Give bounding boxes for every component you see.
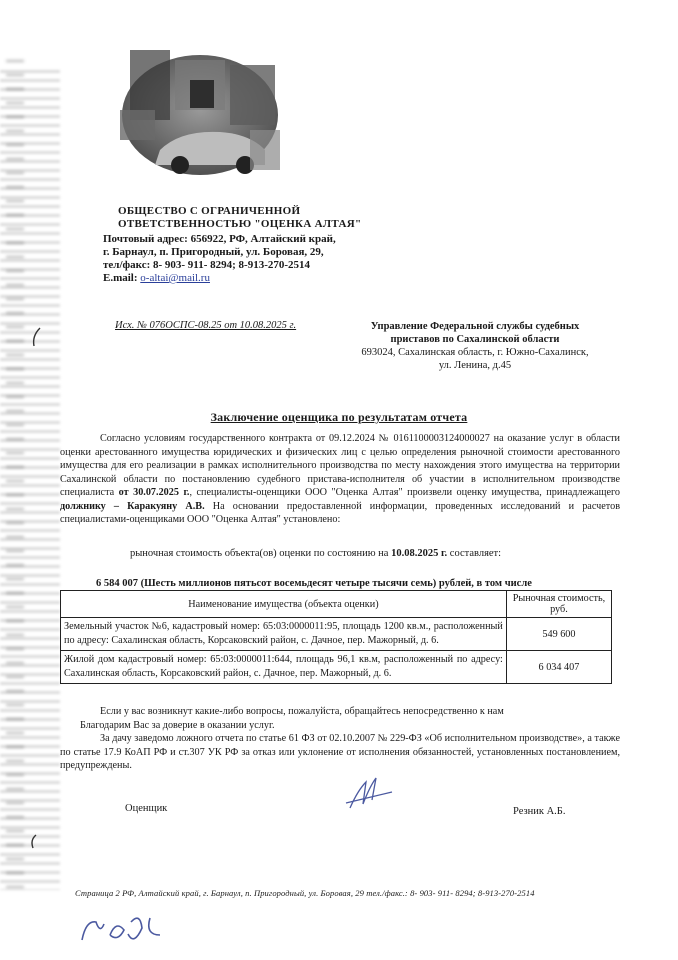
company-logo-image: [100, 40, 300, 200]
phone-fax: тел/факс: 8- 903- 911- 8294; 8-913-270-2514: [103, 259, 311, 271]
valuation-date: 10.08.2025 г.: [391, 548, 448, 559]
property-description: Жилой дом кадастровый номер: 65:03:0000011:644, площадь 96,1 кв.м, расположенный по адресу: Сахалинская область, Корсаковский район, с. Дачное, пер. Мажорный, д. 6.: [61, 651, 507, 684]
handwritten-note: [82, 918, 160, 940]
closing-text: [60, 705, 620, 773]
property-table: [60, 590, 612, 684]
addressee-line2: приставов по Сахалинской области: [390, 334, 560, 345]
company-name-line1: ОБЩЕСТВО С ОГРАНИЧЕННОЙ: [118, 205, 301, 217]
thanks-line: Благодарим Вас за доверие в оказании услуг.: [80, 719, 275, 731]
market-value-line: [130, 548, 501, 559]
body-text-c: На основании предоставленной информации, проведенных исследований и расчетов специалистами-оценщиками ООО "Оценка Алтая" установлено:: [60, 500, 621, 525]
postal-address-line2: г. Барнаул, п. Пригородный, ул. Боровая, 29,: [103, 246, 324, 258]
property-value: 6 034 407: [506, 651, 611, 684]
market-text-b: составляет:: [447, 548, 502, 559]
header-property-name: Наименование имущества (объекта оценки): [61, 591, 507, 618]
debtor-name: должнику – Каракуяну А.В.: [60, 500, 205, 512]
addressee-line3: 693024, Сахалинская область, г. Южно-Сахалинск,: [361, 347, 589, 358]
body-text-b: , специалисты-оценщики ООО "Оценка Алтая" произвели оценку имущества, принадлежащего: [189, 487, 620, 498]
company-name: [118, 205, 361, 231]
signature-mark: [346, 778, 392, 808]
body-text-a: Согласно условиям государственного контракта от 09.12.2024 № 0161100003124000027 на оказание услуг в области оценки арестованного имущества юридических и физических лиц с целью определения рыночной стоимости арестованного имущества для его реализации в рамках исполнительного производства по месту нахождения этого имущества на территории Сахалинской области по постановлению судебного пристава-исполнителя об участии в исполнительном производстве специалиста: [60, 433, 620, 498]
addressee-block: [345, 320, 605, 372]
body-paragraph: [60, 432, 620, 527]
postal-address-line1: Почтовый адрес: 656922, РФ, Алтайский край,: [103, 233, 336, 245]
signer-name: Резник А.Б.: [513, 806, 566, 817]
signer-label: Оценщик: [125, 803, 168, 814]
addressee-line4: ул. Ленина, д.45: [438, 360, 512, 371]
email-row: [103, 272, 336, 285]
questions-line: Если у вас возникнут какие-либо вопросы, пожалуйста, обращайтесь непосредственно к нам: [100, 706, 504, 717]
company-contacts: [103, 233, 336, 285]
page-footer: Страница 2 РФ, Алтайский край, г. Барнаул, п. Пригородный, ул. Боровая, 29 тел./факс.: 8- 903- 911- 8294; 8-913-270-2514: [75, 888, 535, 898]
property-value: 549 600: [506, 618, 611, 651]
header-market-value: Рыночная стоимость, руб.: [506, 591, 611, 618]
document-title: Заключение оценщика по результатам отчета: [210, 410, 468, 424]
company-name-line2: ОТВЕТСТВЕННОСТЬЮ "ОЦЕНКА АЛТАЯ": [118, 218, 362, 230]
total-value: 6 584 007 (Шесть миллионов пятьсот восемьдесят четыре тысячи семь) рублей, в том числе: [96, 578, 532, 589]
property-description: Земельный участок №6, кадастровый номер: 65:03:0000011:95, площадь 1200 кв.м., расположенный по адресу: Сахалинская область, Корсаковский район, с. Дачное, пер. Мажорный, д. 6.: [61, 618, 507, 651]
scan-shadow-dark: [6, 60, 24, 900]
email-link[interactable]: o-altai@mail.ru: [140, 272, 210, 284]
market-text-a: рыночная стоимость объекта(ов) оценки по состоянию на: [130, 548, 392, 559]
outgoing-number: Исх. № 076ОСПС-08.25 от 10.08.2025 г.: [115, 320, 297, 331]
email-label: E.mail:: [103, 272, 141, 284]
table-header-row: [61, 591, 612, 618]
table-row: [61, 618, 612, 651]
addressee-line1: Управление Федеральной службы судебных: [370, 321, 580, 332]
table-row: [61, 651, 612, 684]
liability-warning: За дачу заведомо ложного отчета по статье 61 ФЗ от 02.10.2007 № 229-ФЗ «Об исполнительном производстве», а также по статье 17.9 КоАП РФ и ст.307 УК РФ за отказ или уклонение от исполнения обязанностей, установленных постановлением, предупреждены.: [60, 733, 620, 771]
order-date: от 30.07.2025 г.: [118, 487, 190, 498]
